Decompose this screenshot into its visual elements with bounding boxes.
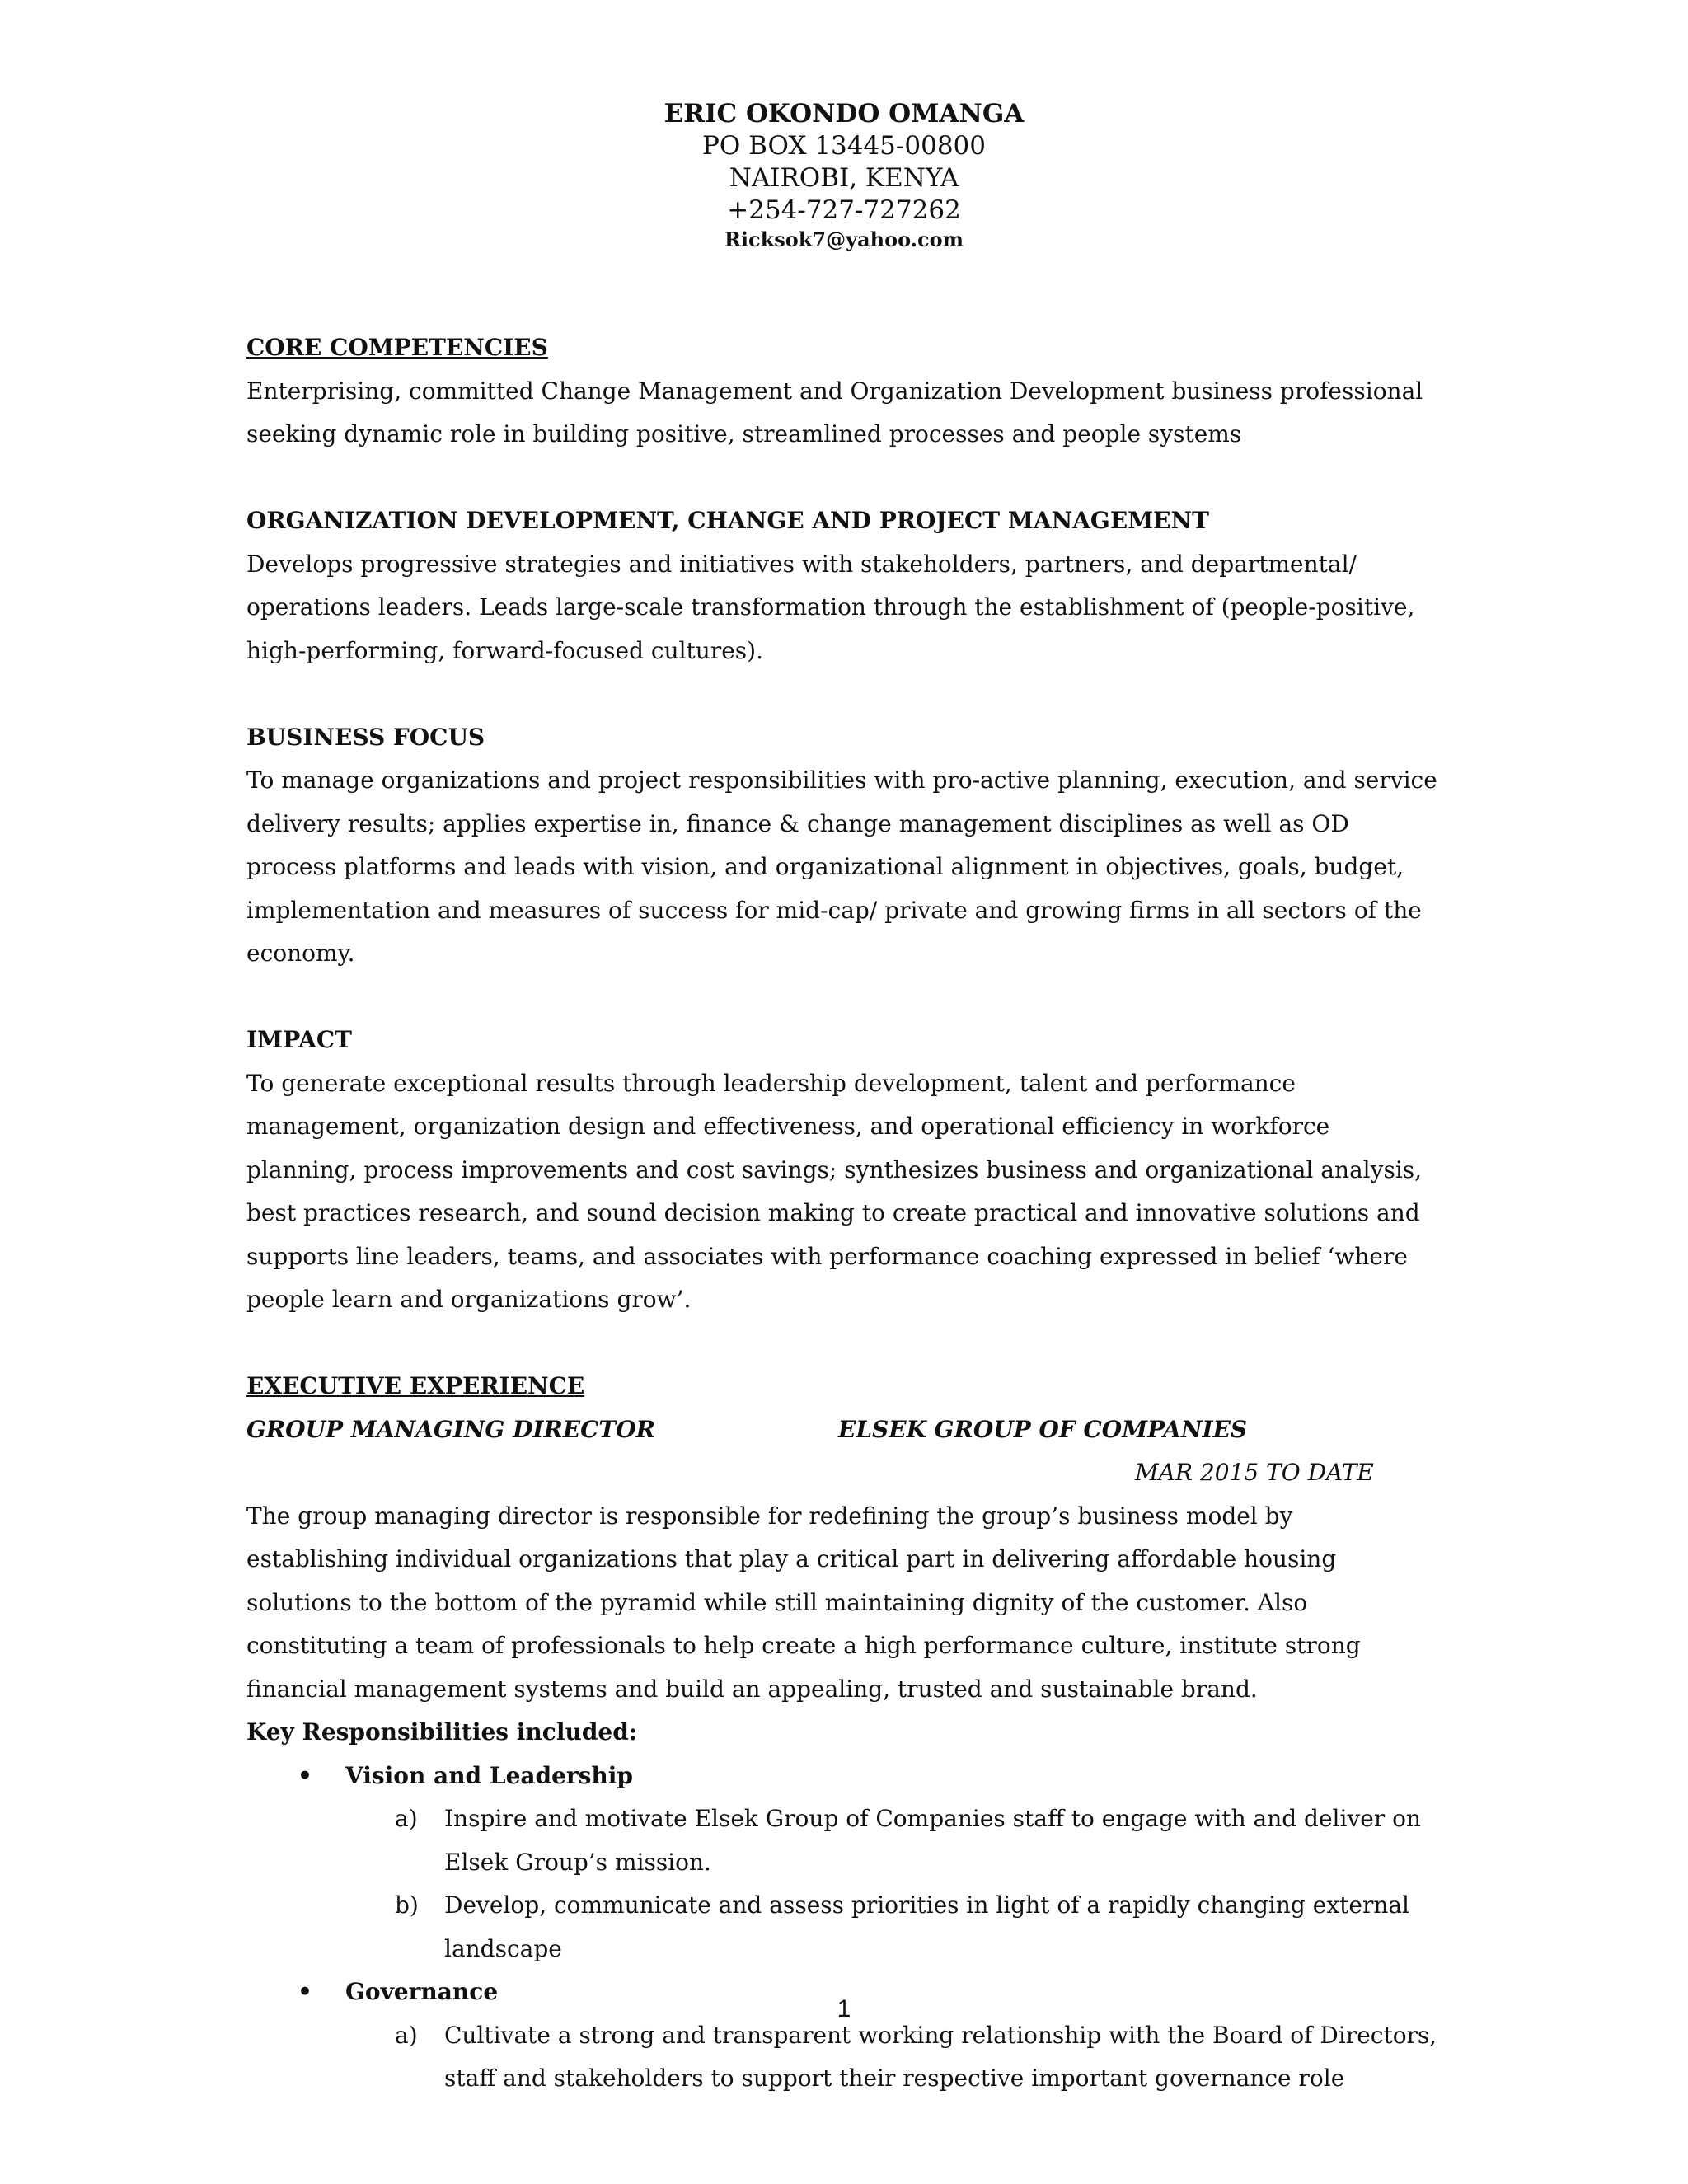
email-address: Ricksok7@yahoo.com xyxy=(724,227,964,251)
core-competencies-text: Enterprising, committed Change Management and Organization Development business professional seeking dynamic role in building positive, streamlined processes and people systems xyxy=(246,377,1423,448)
section-gap xyxy=(246,673,1442,716)
page-number: 1 xyxy=(837,1995,851,2022)
city-country: NAIROBI, KENYA xyxy=(729,163,959,193)
business-focus-text: To manage organizations and project responsibilities with pro-active planning, execution, and service delivery results; applies expertise in, finance & change management disciplines as well as OD process platforms and leads with vision, and organizational alignment in objectives, goals, budget, implementation and measures of success for mid-cap/ private and growing firms in all sectors of the economy. xyxy=(246,766,1437,967)
od-text: Develops progressive strategies and initiatives with stakeholders, partners, and departmental/ operations leaders. Leads large-scale transformation through the establishment of (people-positive, high-performing, forward-focused cultures). xyxy=(246,550,1415,664)
responsibility-text: Cultivate a strong and transparent working relationship with the Board of Directors, staff and stakeholders to support their respective important governance role xyxy=(444,2021,1437,2092)
job-dates-row xyxy=(246,1451,1442,1495)
resume-body xyxy=(246,326,1442,2101)
list-marker: a) xyxy=(395,2021,418,2049)
list-item xyxy=(246,1884,1442,1971)
list-marker: a) xyxy=(395,1805,418,1832)
responsibility-text: Develop, communicate and assess priorities in light of a rapidly changing external landscape xyxy=(444,1891,1410,1962)
list-item xyxy=(246,2014,1442,2101)
core-competencies-heading: CORE COMPETENCIES xyxy=(246,334,548,361)
responsibility-group-title: Vision and Leadership xyxy=(345,1761,634,1789)
company-name: ELSEK GROUP OF COMPANIES xyxy=(838,1415,1248,1443)
postal-address: PO BOX 13445-00800 xyxy=(702,131,986,161)
responsibilities-heading: Key Responsibilities included: xyxy=(246,1718,638,1746)
job-description: The group managing director is responsible for redefining the group’s business model by establishing individual organizations that play a critical part in delivering affordable housing solutions to the bottom of the pyramid while still maintaining dignity of the customer. Also constituting a team of professionals to help create a high performance culture, institute strong financial management systems and build an appealing, trusted and sustainable brand. xyxy=(246,1502,1361,1703)
phone-number: +254-727-727262 xyxy=(727,195,961,225)
bullet-icon: • xyxy=(298,1978,312,2005)
bullet-icon: • xyxy=(298,1761,312,1789)
executive-experience-heading: EXECUTIVE EXPERIENCE xyxy=(246,1372,585,1399)
candidate-name: ERIC OKONDO OMANGA xyxy=(663,99,1025,129)
list-item xyxy=(246,1755,1442,1798)
contact-header xyxy=(0,97,1688,253)
list-marker: b) xyxy=(395,1891,419,1919)
responsibility-text: Inspire and motivate Elsek Group of Companies staff to engage with and deliver on Elsek Group’s mission. xyxy=(444,1805,1422,1876)
impact-heading: IMPACT xyxy=(246,1026,352,1053)
section-gap xyxy=(246,1322,1442,1366)
job-title: GROUP MANAGING DIRECTOR xyxy=(246,1415,655,1443)
od-heading: ORGANIZATION DEVELOPMENT, CHANGE AND PROJECT MANAGEMENT xyxy=(246,507,1209,534)
job-title-row xyxy=(246,1408,1442,1452)
impact-text: To generate exceptional results through leadership development, talent and performance management, organization design and effectiveness, and operational efficiency in workforce planning, process improvements and cost savings; synthesizes business and organizational analysis, best practices research, and sound decision making to create practical and innovative solutions and supports line leaders, teams, and associates with performance coaching expressed in belief ‘where people learn and organizations grow’. xyxy=(246,1069,1423,1313)
responsibility-group-title: Governance xyxy=(345,1978,499,2005)
section-gap xyxy=(246,457,1442,500)
business-focus-heading: BUSINESS FOCUS xyxy=(246,723,485,751)
section-gap xyxy=(246,976,1442,1019)
job-dates: MAR 2015 TO DATE xyxy=(1135,1459,1374,1486)
list-item xyxy=(246,1797,1442,1884)
